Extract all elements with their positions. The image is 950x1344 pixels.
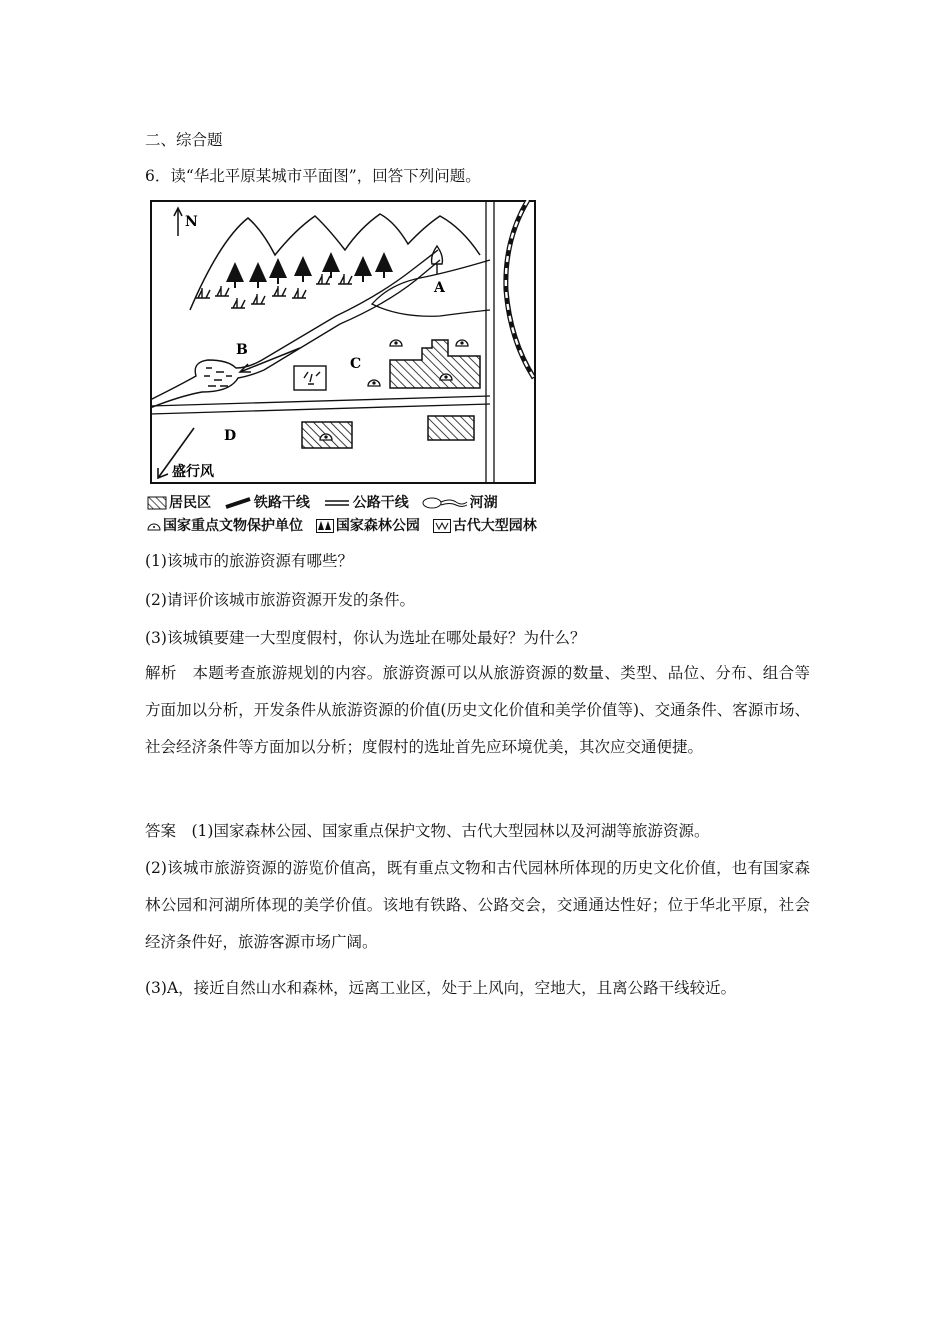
- location-d-label: D: [224, 428, 237, 444]
- residential-area-e: [428, 416, 474, 440]
- section-title: 二、综合题: [145, 131, 223, 149]
- garden-icon: [433, 519, 451, 533]
- dome-icon: [147, 519, 161, 533]
- city-map: [150, 200, 536, 484]
- legend-river-lake-label: 河湖: [469, 495, 498, 511]
- legend-garden: [433, 515, 537, 535]
- legend-railway: [224, 492, 310, 512]
- answer-3: (3)A，接近自然山水和森林，远离工业区，处于上风向，空地大，且离公路干线较近。: [145, 979, 737, 997]
- legend-railway-label: 铁路干线: [253, 495, 310, 511]
- double-line-icon: [323, 496, 351, 510]
- answer-2: (2)该城市旅游资源的游览价值高，既有重点文物和古代园林所体现的历史文化价值，也有国家森林公园和河湖所体现的美学价值。该地有铁路、公路交会，交通通达性好；位于华北平原，社会经济条件好，旅游客源市场广阔。: [145, 859, 810, 951]
- legend-row-1: [147, 492, 506, 512]
- legend-garden-label: 古代大型园林: [452, 518, 537, 534]
- sub-question-2: (2)请评价该城市旅游资源开发的条件。: [145, 591, 415, 609]
- legend-residential-label: 居民区: [169, 495, 211, 511]
- dome-icon: [440, 374, 452, 380]
- answer-1: 答案 (1)国家森林公园、国家重点保护文物、古代大型园林以及河湖等旅游资源。: [145, 822, 710, 840]
- legend-relic-label: 国家重点文物保护单位: [163, 518, 303, 534]
- legend-forest-label: 国家森林公园: [335, 518, 420, 534]
- legend-residential: [147, 492, 211, 512]
- dome-icon: [320, 434, 332, 440]
- river-lake-icon: [422, 496, 468, 510]
- location-c-label: C: [350, 356, 362, 372]
- legend-highway-label: 公路干线: [352, 495, 409, 511]
- sub-question-1: (1)该城市的旅游资源有哪些？: [145, 552, 353, 570]
- location-a-label: A: [434, 280, 445, 296]
- legend-relic: [147, 515, 303, 535]
- legend-forest: [316, 515, 420, 535]
- legend-row-2: [147, 515, 545, 535]
- analysis-paragraph: 解析 本题考查旅游规划的内容。旅游资源可以从旅游资源的数量、类型、品位、分布、组合等方面加以分析，开发条件从旅游资源的价值(历史文化价值和美学价值等)、交通条件、客源市场、社会经济条件等方面加以分析；度假村的选址首先应环境优美，其次应交通便捷。: [145, 664, 810, 756]
- railway-line-icon: [224, 496, 252, 510]
- hatched-rectangle-icon: [147, 496, 167, 510]
- question-stem: 6．读“华北平原某城市平面图”，回答下列问题。: [145, 167, 481, 185]
- tree-icon: [316, 519, 334, 533]
- sub-question-3: (3)该城镇要建一大型度假村，你认为选址在哪处最好？为什么？: [145, 629, 586, 647]
- location-b-label: B: [236, 342, 248, 358]
- legend-highway: [323, 492, 409, 512]
- legend-river-lake: [422, 492, 498, 512]
- wind-label: 盛行风: [172, 464, 214, 480]
- north-label: N: [185, 214, 198, 230]
